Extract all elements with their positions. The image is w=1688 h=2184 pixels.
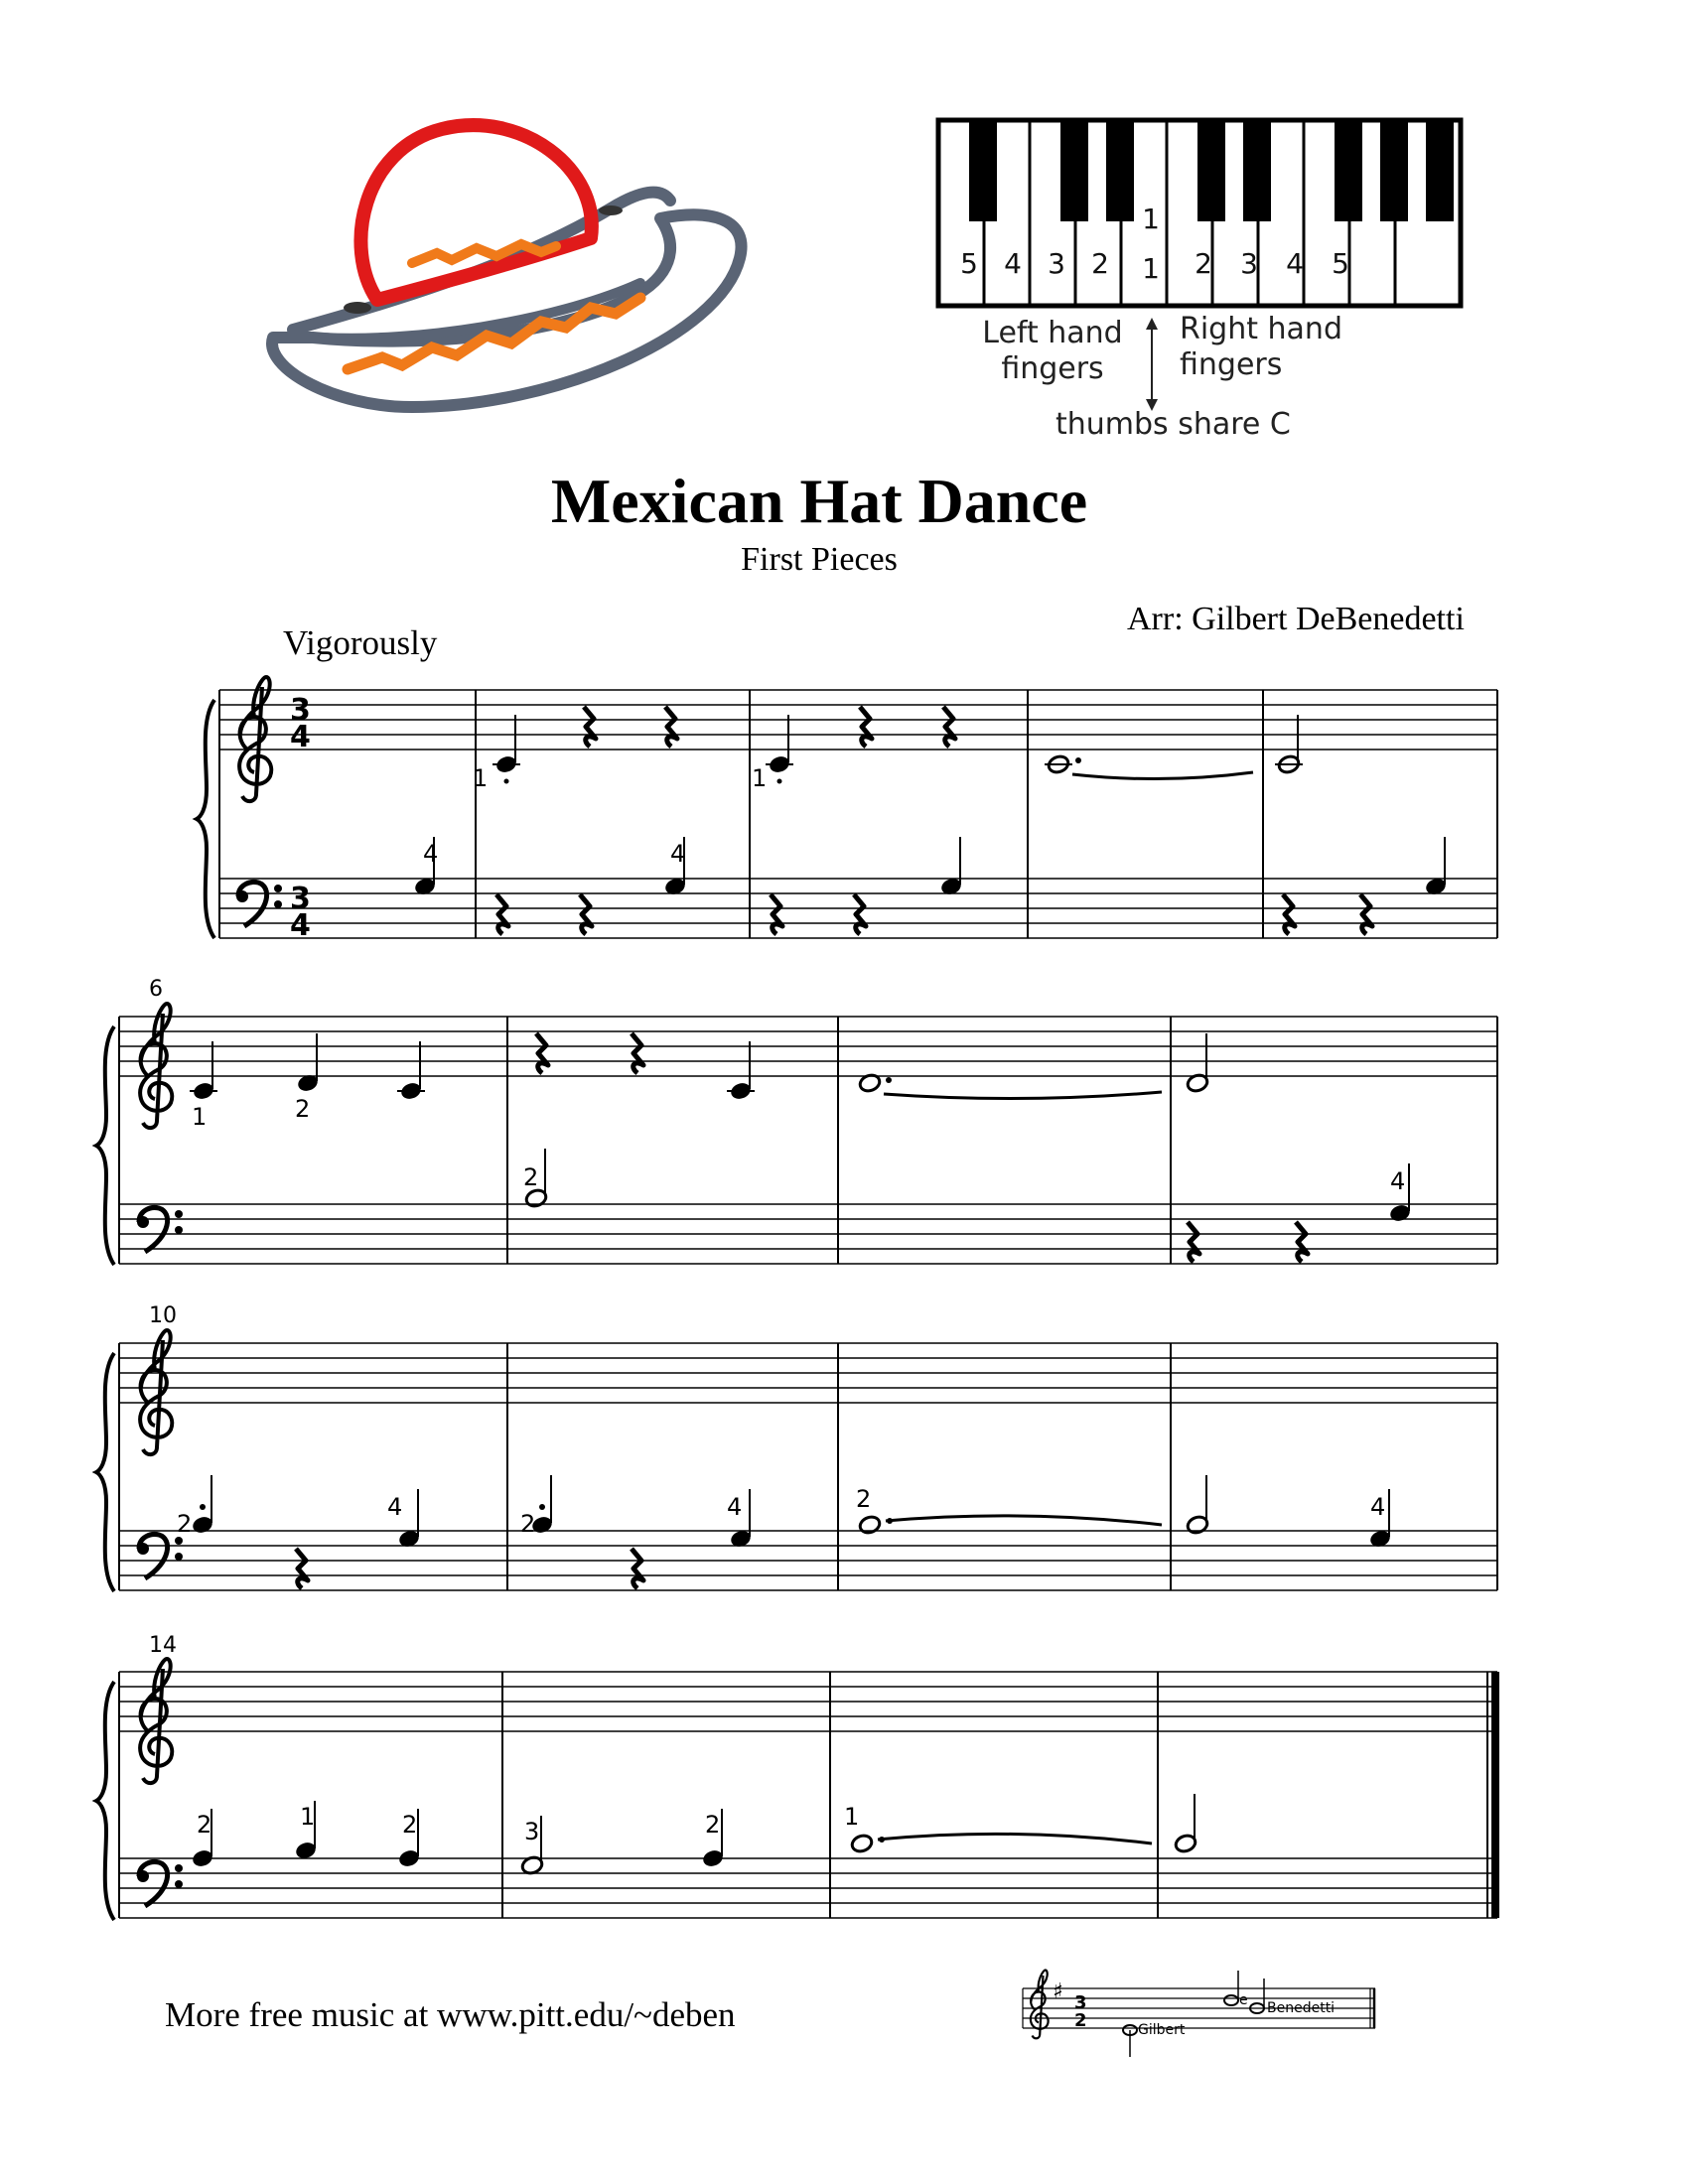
fingering: 4 [727, 1493, 743, 1521]
fingering: 4 [423, 840, 439, 868]
fingering: 1 [300, 1803, 316, 1831]
fingering: 1 [752, 764, 768, 792]
fingering: 2 [177, 1510, 193, 1538]
finger-label: 3 [1048, 247, 1065, 280]
fingering: 4 [1390, 1167, 1406, 1195]
right-hand-label-line2: fingers [1180, 347, 1283, 382]
system-3 [96, 1303, 1497, 1591]
page-subtitle: First Pieces [741, 541, 898, 578]
sig-last-name: Benedetti [1267, 2000, 1336, 2016]
system-2 [96, 977, 1497, 1265]
left-hand-label-line2: fingers [1001, 351, 1104, 386]
finger-label: 3 [1240, 247, 1258, 280]
sig-time-bottom: 2 [1074, 2010, 1087, 2031]
fingering: 2 [197, 1811, 212, 1839]
fingering: 2 [295, 1095, 311, 1123]
fingering: 1 [192, 1103, 208, 1131]
page-title: Mexican Hat Dance [550, 466, 1088, 536]
finger-label: 1 [1142, 252, 1160, 285]
fingering: 2 [520, 1510, 536, 1538]
system-1 [197, 677, 1497, 943]
measure-number: 6 [149, 977, 163, 1002]
system-4 [96, 1633, 1499, 1920]
fingering: 4 [1370, 1493, 1386, 1521]
fingering: 2 [402, 1811, 418, 1839]
signature-staff-logo [1013, 1951, 1390, 2060]
time-sig-bottom: 4 [290, 908, 311, 943]
fingering: 4 [387, 1493, 403, 1521]
sig-time-top: 3 [1074, 1992, 1087, 2013]
finger-label: 1 [1142, 203, 1160, 235]
fingering: 2 [856, 1485, 872, 1513]
finger-label: 4 [1286, 247, 1304, 280]
tempo-marking: Vigorously [283, 623, 438, 662]
fingering: 1 [473, 764, 489, 792]
finger-label: 4 [1004, 247, 1022, 280]
finger-label: 2 [1091, 247, 1109, 280]
arranger-credit: Arr: Gilbert DeBenedetti [1127, 601, 1465, 637]
left-hand-label-line1: Left hand [982, 316, 1123, 350]
time-sig-top: 3 [290, 882, 311, 916]
finger-label: 5 [1332, 247, 1349, 280]
measure-number: 14 [149, 1633, 177, 1658]
svg-text:e: e [1239, 1992, 1248, 2008]
thumbs-label: thumbs share C [1055, 407, 1291, 442]
fingering: 2 [523, 1163, 539, 1191]
fingering: 3 [524, 1818, 540, 1845]
right-hand-label-line1: Right hand [1180, 312, 1342, 346]
time-sig-top: 3 [290, 693, 311, 728]
fingering: 4 [670, 840, 686, 868]
fingering: 1 [844, 1803, 860, 1831]
footer-link-text[interactable]: More free music at www.pitt.edu/~deben [165, 1995, 736, 2034]
time-sig-bottom: 4 [290, 720, 311, 754]
fingering: 2 [705, 1811, 721, 1839]
sig-first-name: Gilbert [1138, 2022, 1186, 2038]
finger-label: 5 [960, 247, 978, 280]
measure-number: 10 [149, 1303, 177, 1328]
svg-text:♯: ♯ [1053, 1979, 1063, 2004]
finger-label: 2 [1195, 247, 1212, 280]
